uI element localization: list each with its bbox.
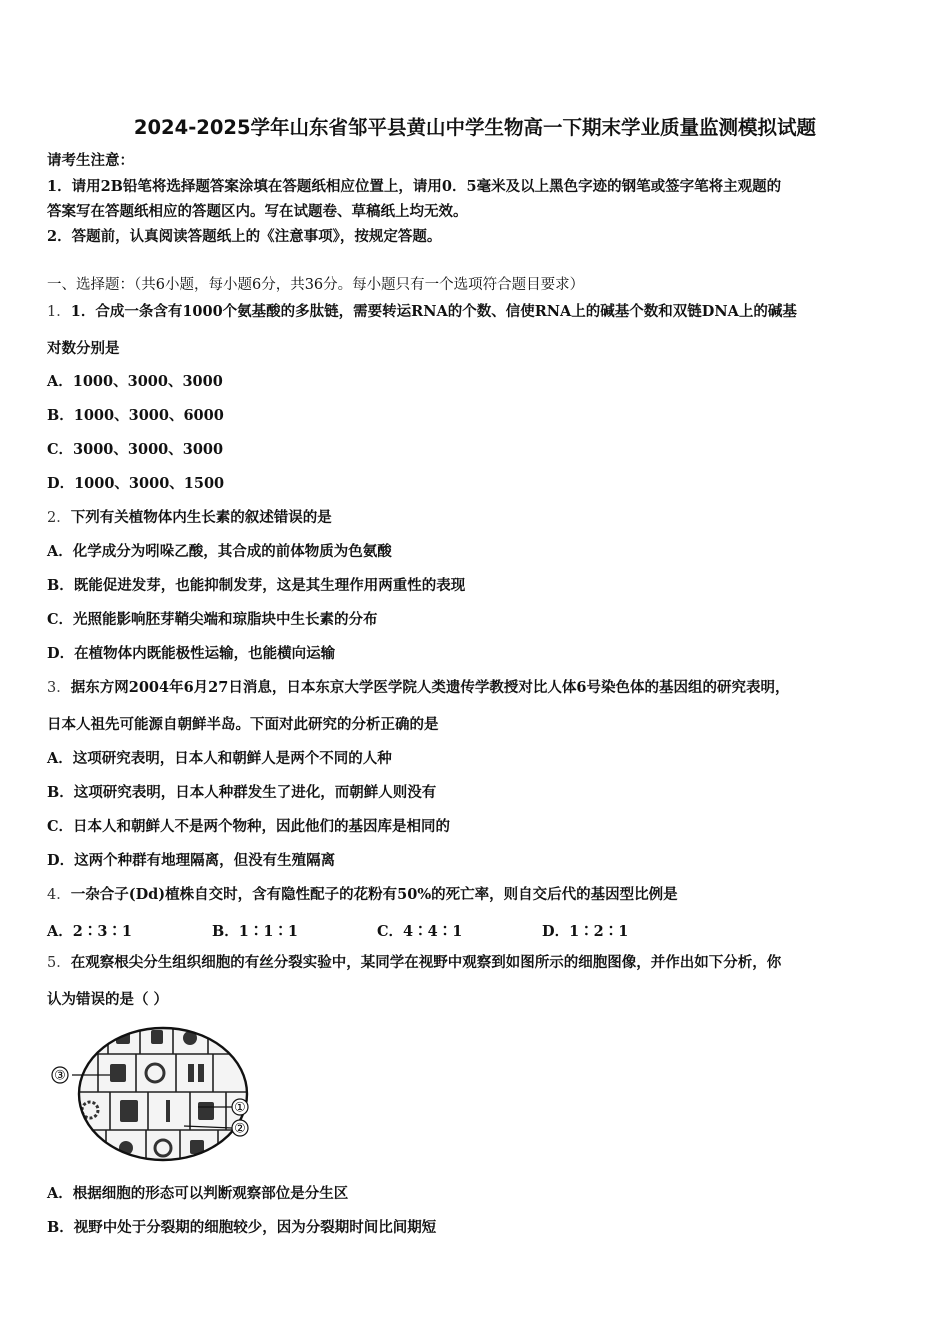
question-1-option-a: A．1000、3000、3000 [47,373,223,390]
question-3-option-a: A．这项研究表明，日本人和朝鲜人是两个不同的人种 [47,750,392,767]
question-1-stem [47,303,797,321]
question-5-stem [47,954,781,972]
question-4-option-d: D．1∶2∶1 [542,923,629,940]
question-2-option-c: C．光照能影响胚芽鞘尖端和琼脂块中生长素的分布 [47,611,378,628]
question-4-option-b: B．1∶1∶1 [212,923,299,940]
label-1-marker [232,1099,248,1116]
cell-micrograph-figure [48,1022,254,1168]
notice-heading: 请考生注意： [47,152,134,169]
question-1-number: 1． [47,304,71,320]
question-2-option-b: B．既能促进发芽，也能抑制发芽，这是其生理作用两重性的表现 [47,577,466,594]
notice-item-1-line-1: 1．请用2B铅笔将选择题答案涂填在答题纸相应位置上，请用0．5毫米及以上黑色字迹的钢笔或签字笔将主观题的 [47,178,782,195]
question-3-option-b: B．这项研究表明，日本人种群发生了进化，而朝鲜人则没有 [47,784,437,801]
question-1-option-b: B．1000、3000、6000 [47,407,224,424]
question-3-line-1: 据东方网2004年6月27日消息，日本东京大学医学院人类遗传学教授对比人体6号染色体的基因组的研究表明， [70,679,790,696]
label-1-text: ① [234,1100,246,1116]
question-4-line-1: 一杂合子(Dd)植株自交时，含有隐性配子的花粉有50%的死亡率，则自交后代的基因型比例是 [70,886,678,903]
question-4-stem [47,886,678,904]
question-4-option-c: C．4∶4∶1 [377,923,463,940]
question-3-option-d: D．这两个种群有地理隔离，但没有生殖隔离 [47,852,336,869]
question-5-option-a: A．根据细胞的形态可以判断观察部位是分生区 [47,1185,349,1202]
question-5-line-1: 在观察根尖分生组织细胞的有丝分裂实验中，某同学在视野中观察到如图所示的细胞图像，并作出如下分析，你 [70,954,782,971]
question-5-option-b: B．视野中处于分裂期的细胞较少，因为分裂期时间比间期短 [47,1219,437,1236]
label-2-text: ② [234,1121,246,1137]
question-1-option-c: C．3000、3000、3000 [47,441,224,458]
cell-grid [68,1022,254,1168]
page-title: 2024-2025学年山东省邹平县黄山中学生物高一下期末学业质量监测模拟试题 [133,116,817,139]
question-1-line-2: 对数分别是 [47,340,120,357]
question-2-number: 2． [47,510,71,526]
question-2-stem [47,509,332,527]
question-2-option-d: D．在植物体内既能极性运输，也能横向运输 [47,645,336,662]
notice-item-2: 2．答题前，认真阅读答题纸上的《注意事项》，按规定答题。 [47,228,442,245]
question-2-option-a: A．化学成分为吲哚乙酸，其合成的前体物质为色氨酸 [47,543,392,560]
question-3-line-2: 日本人祖先可能源自朝鲜半岛。下面对此研究的分析正确的是 [47,716,439,733]
question-5-line-2: 认为错误的是（ ） [47,991,169,1008]
label-3-marker [52,1067,68,1084]
question-1-line-1: 1．合成一条含有1000个氨基酸的多肽链，需要转运RNA的个数、信使RNA上的碱基个数和双链DNA上的碱基 [70,303,797,320]
question-3-option-c: C．日本人和朝鲜人不是两个物种，因此他们的基因库是相同的 [47,818,451,835]
label-2-marker [232,1120,248,1137]
question-3-stem [47,679,789,697]
label-3-text: ③ [54,1068,66,1084]
question-3-number: 3． [47,680,71,696]
section-heading: 一、选择题：（共6小题，每小题6分，共36分。每小题只有一个选项符合题目要求） [47,277,585,293]
question-1-option-d: D．1000、3000、1500 [47,475,225,492]
question-5-number: 5． [47,955,71,971]
question-4-option-a: A．2∶3∶1 [47,923,133,940]
question-4-number: 4． [47,887,71,903]
notice-item-1-line-2: 答案写在答题纸相应的答题区内。写在试题卷、草稿纸上均无效。 [47,203,468,220]
question-2-line-1: 下列有关植物体内生长素的叙述错误的是 [70,509,332,526]
